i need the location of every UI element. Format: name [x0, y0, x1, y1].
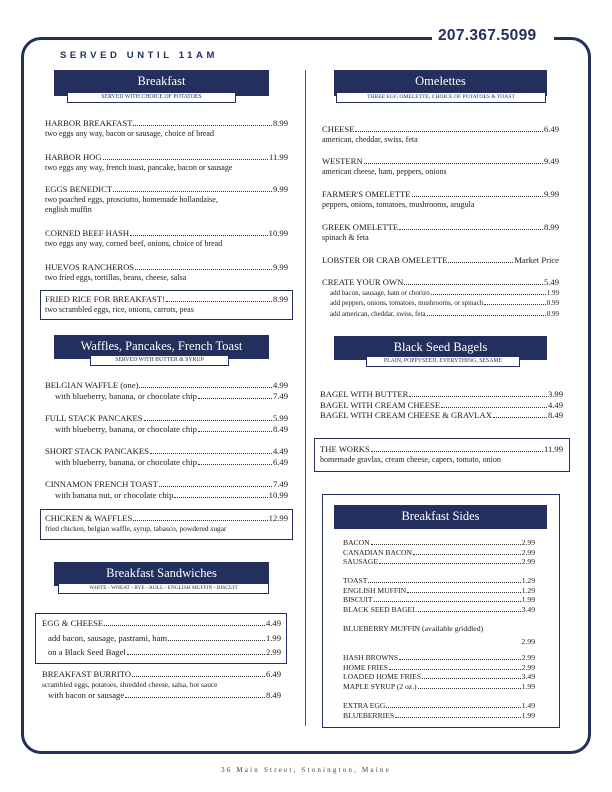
bagels-subtitle: PLAIN, POPPYSEED, EVERYTHING, SESAME — [366, 356, 520, 367]
item-desc: american cheese, ham, peppers, onions — [322, 166, 447, 176]
item-price: 8.99 — [272, 118, 288, 128]
item-name: LOBSTER OR CRAB OMELETTE — [322, 255, 448, 265]
item-name: FARMER'S OMELETTE — [322, 189, 411, 199]
item-price: 3.49 — [521, 604, 535, 614]
item-price: 2.99 — [521, 637, 535, 646]
item-desc: two poached eggs, prosciutto, homemade hollandaise, — [45, 194, 218, 204]
item-option-price: 8.49 — [272, 423, 288, 434]
sides-title: Breakfast Sides — [401, 509, 480, 523]
menu-item — [45, 184, 288, 215]
item-option-price: 1.99 — [546, 288, 559, 297]
item-price: 2.99 — [521, 547, 535, 557]
sides-group — [343, 624, 535, 647]
item-option: add bacon, sausage, pastrami, ham — [48, 632, 168, 643]
item-name: CANADIAN BACON — [343, 547, 412, 557]
menu-item — [320, 389, 563, 421]
item-price: 9.49 — [543, 156, 559, 166]
item-option: add bacon, sausage, ham or chorizo — [330, 288, 430, 297]
item-option-price: 0.99 — [546, 299, 559, 307]
menu-item — [45, 446, 288, 467]
item-name: CINNAMON FRENCH TOAST — [45, 479, 158, 489]
item-price: 11.99 — [543, 444, 563, 454]
item-name: FRIED RICE FOR BREAKFAST! — [45, 294, 165, 304]
item-name: FULL STACK PANCAKES — [45, 413, 143, 423]
item-name: BELGIAN WAFFLE (one) — [45, 380, 139, 390]
item-name: EGG & CHEESE — [42, 618, 104, 628]
item-price: 6.49 — [265, 669, 281, 679]
item-name: HUEVOS RANCHEROS — [45, 262, 135, 272]
sides-group — [343, 701, 535, 720]
item-price: 9.99 — [272, 262, 288, 272]
menu-item — [322, 124, 559, 145]
item-name: BISCUIT — [343, 595, 373, 604]
item-name: BAGEL WITH BUTTER — [320, 389, 409, 399]
item-price: 2.99 — [521, 662, 535, 672]
item-price: 7.49 — [272, 479, 288, 489]
item-price: 1.29 — [521, 576, 535, 585]
item-desc: two scrambled eggs, rice, onions, carrots, peas — [45, 304, 194, 314]
menu-item — [45, 228, 288, 249]
menu-item — [42, 669, 281, 700]
bagels-title: Black Seed Bagels — [393, 340, 488, 354]
item-price: 12.99 — [268, 513, 288, 523]
breakfast-subtitle: SERVED WITH CHOICE OF POTATOES — [67, 92, 236, 103]
address-footer: 36 Main Street, Stonington, Maine — [221, 766, 391, 774]
item-price: 1.49 — [521, 701, 535, 710]
item-option-price: 2.99 — [265, 647, 281, 657]
item-option: with blueberry, banana, or chocolate chip — [55, 423, 197, 434]
item-name: ENGLISH MUFFIN — [343, 585, 407, 595]
item-option: with bacon or sausage — [48, 689, 125, 700]
item-option-price: 8.49 — [265, 689, 281, 700]
sides-group — [343, 538, 535, 567]
item-desc: scrambled eggs, potatoes, shredded cheese, salsa, hot sauce — [42, 679, 218, 689]
item-name: TOAST — [343, 576, 368, 585]
menu-item — [45, 513, 288, 534]
item-price: 8.99 — [543, 222, 559, 232]
item-name: MAPLE SYRUP (2 oz.) — [343, 681, 417, 691]
item-price: 4.49 — [272, 446, 288, 456]
menu-item — [45, 380, 288, 401]
item-price: 3.49 — [521, 672, 535, 681]
item-price: 1.99 — [521, 681, 535, 691]
item-price: 2.99 — [521, 538, 535, 547]
item-name: HARBOR HOG — [45, 152, 102, 162]
omelettes-subtitle: THREE EGG OMELETTE, CHOICE OF POTATOES & TOAST — [336, 92, 546, 103]
served-until-label: SERVED UNTIL 11AM — [60, 50, 218, 61]
item-price: 3.99 — [547, 389, 563, 399]
item-name: HASH BROWNS — [343, 653, 399, 662]
item-price: 1.99 — [521, 710, 535, 720]
item-name: HARBOR BREAKFAST — [45, 118, 133, 128]
item-price: 11.99 — [268, 152, 288, 162]
menu-item — [42, 618, 281, 658]
item-price: 5.49 — [543, 277, 559, 287]
menu-item — [322, 255, 559, 266]
menu-item — [45, 152, 288, 173]
item-price: 4.49 — [265, 618, 281, 628]
breakfast-title: Breakfast — [137, 74, 186, 88]
item-name: BREAKFAST BURRITO — [42, 669, 132, 679]
item-name: BLUEBERRIES — [343, 710, 395, 720]
phone-number: 207.367.5099 — [438, 27, 537, 44]
item-name: BACON — [343, 538, 370, 547]
waffles-title: Waffles, Pancakes, French Toast — [80, 339, 243, 353]
item-desc: american, cheddar, swiss, feta — [322, 134, 418, 144]
item-desc: two eggs any way, corned beef, onions, choice of bread — [45, 238, 223, 248]
item-option-price: 10.99 — [268, 489, 288, 500]
item-option: with blueberry, banana, or chocolate chip — [55, 390, 197, 401]
item-name: BAGEL WITH CREAM CHEESE — [320, 399, 441, 410]
item-name: CHEESE — [322, 124, 355, 134]
column-divider — [305, 70, 306, 726]
menu-item — [322, 277, 559, 319]
item-name: SAUSAGE — [343, 557, 379, 566]
item-option: with blueberry, banana, or chocolate chip — [55, 456, 197, 467]
item-desc: english muffin — [45, 204, 92, 214]
menu-item — [45, 479, 288, 500]
item-price: 2.99 — [521, 653, 535, 662]
menu-item — [45, 118, 288, 139]
item-name: EXTRA EGG — [343, 701, 386, 710]
sides-group — [343, 576, 535, 614]
item-price: 8.99 — [272, 294, 288, 304]
item-name: EGGS BENEDICT — [45, 184, 113, 194]
item-price: 9.99 — [272, 184, 288, 194]
item-name: BLUEBERRY MUFFIN (available griddled) — [343, 624, 484, 633]
menu-item — [320, 444, 563, 465]
sides-header — [334, 505, 547, 529]
item-desc: fried chicken, belgian waffle, syrup, tabasco, powdered sugar — [45, 523, 227, 533]
item-name: BAGEL WITH CREAM CHEESE & GRAVLAX — [320, 410, 492, 420]
menu-item — [45, 262, 288, 283]
item-name: LOADED HOME FRIES — [343, 672, 422, 681]
item-price: 8.49 — [547, 410, 563, 420]
item-option-price: 0.99 — [546, 309, 559, 318]
item-option-price: 7.49 — [272, 390, 288, 401]
item-option: on a Black Seed Bagel — [48, 647, 126, 657]
item-desc: spinach & feta — [322, 232, 369, 242]
item-price: Market Price — [514, 255, 559, 265]
sides-group — [343, 653, 535, 691]
item-name: WESTERN — [322, 156, 363, 166]
sandwiches-subtitle: WHITE - WHEAT - RYE - ROLL - ENGLISH MUFFIN - BISCUIT — [58, 583, 269, 594]
item-name: CHICKEN & WAFFLES — [45, 513, 133, 523]
item-price: 5.99 — [272, 413, 288, 423]
item-price: 2.99 — [521, 557, 535, 566]
item-price: 9.99 — [543, 189, 559, 199]
item-price: 4.49 — [547, 399, 563, 410]
item-name: THE WORKS — [320, 444, 370, 454]
item-price: 1.29 — [521, 585, 535, 595]
menu-item — [45, 413, 288, 434]
item-option: with banana nut, or chocolate chip — [55, 489, 174, 500]
item-desc: peppers, onions, tomatoes, mushrooms, arugula — [322, 199, 475, 209]
item-name: GREEK OMELETTE — [322, 222, 399, 232]
item-price: 6.49 — [543, 124, 559, 134]
item-desc: two fried eggs, tortillas, beans, cheese, salsa — [45, 272, 187, 282]
item-name: SHORT STACK PANCAKES — [45, 446, 149, 456]
menu-item — [322, 222, 559, 243]
item-price: 1.99 — [521, 595, 535, 604]
menu-item — [322, 189, 559, 210]
omelettes-title: Omelettes — [415, 74, 466, 88]
item-desc: two eggs any way, french toast, pancake, bacon or sausage — [45, 162, 233, 172]
item-desc: homemade gravlax, cream cheese, capers, tomato, onion — [320, 454, 501, 464]
item-option-price: 6.49 — [272, 456, 288, 467]
menu-item — [322, 156, 559, 177]
item-name: HOME FRIES — [343, 662, 388, 672]
item-option-price: 1.99 — [265, 632, 281, 643]
item-name: CREATE YOUR OWN — [322, 277, 404, 287]
item-desc: two eggs any way, bacon or sausage, choice of bread — [45, 128, 214, 138]
item-option: add american, cheddar, swiss, feta — [330, 309, 426, 318]
menu-item — [45, 294, 288, 315]
item-name: BLACK SEED BAGEL — [343, 604, 417, 614]
sandwiches-title: Breakfast Sandwiches — [106, 566, 217, 580]
item-price: 4.99 — [272, 380, 288, 390]
item-price: 10.99 — [268, 228, 288, 238]
waffles-subtitle: SERVED WITH BUTTER & SYRUP — [90, 355, 229, 366]
item-option: add peppers, onions, tomatoes, mushrooms, or spinach — [330, 299, 484, 307]
item-name: CORNED BEEF HASH — [45, 228, 130, 238]
